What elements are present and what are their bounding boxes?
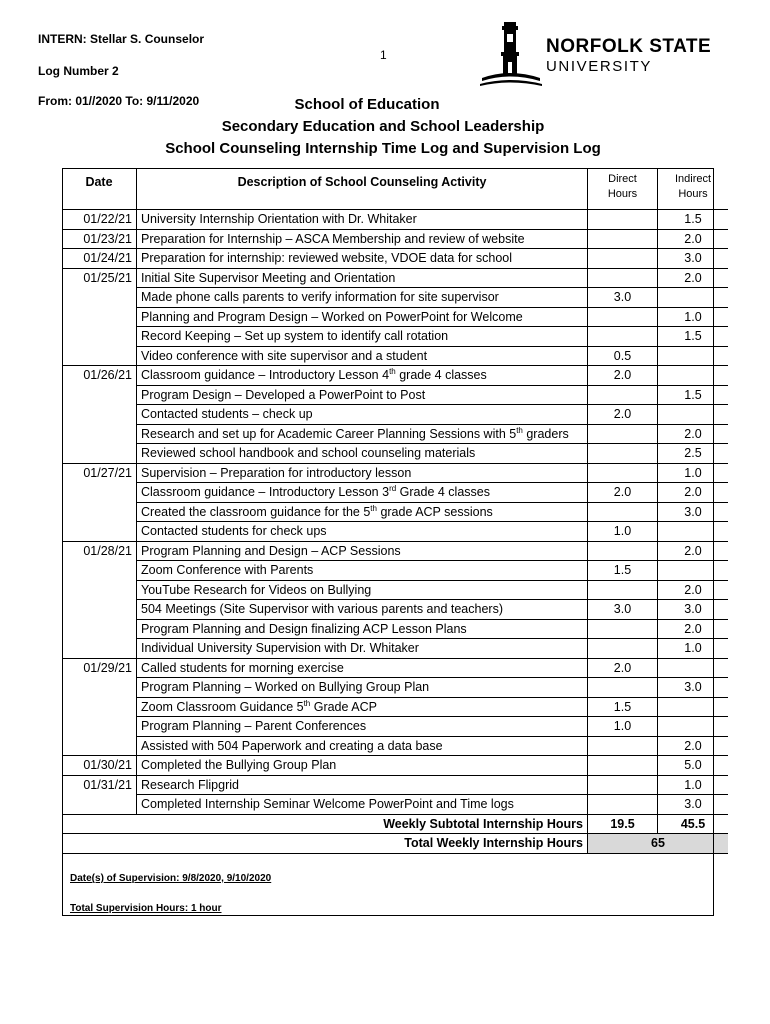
row-date: 01/26/21 <box>62 366 137 386</box>
row-direct-hours: 2.0 <box>588 483 658 503</box>
row-activity <box>137 366 588 386</box>
row-activity: Individual University Supervision with Dr. Whitaker <box>137 639 588 659</box>
row-direct-hours <box>588 268 658 288</box>
total-value: 65 <box>588 834 729 854</box>
table-row <box>62 658 728 678</box>
row-date: 01/22/21 <box>62 210 137 230</box>
row-activity <box>137 483 588 503</box>
row-direct-hours <box>588 775 658 795</box>
row-direct-hours <box>588 756 658 776</box>
row-activity: Preparation for Internship – ASCA Membership and review of website <box>137 229 588 249</box>
row-indirect-hours: 2.0 <box>658 736 729 756</box>
row-date: 01/29/21 <box>62 658 137 678</box>
log-number: Log Number 2 <box>38 64 119 78</box>
table-row <box>62 327 728 347</box>
row-date <box>62 502 137 522</box>
table-row <box>62 756 728 776</box>
row-indirect-hours <box>658 522 729 542</box>
ordinal-suffix: rd <box>389 483 397 493</box>
table-row <box>62 619 728 639</box>
row-date <box>62 327 137 347</box>
row-activity: Contacted students – check up <box>137 405 588 425</box>
table-row <box>62 717 728 737</box>
table-row <box>62 580 728 600</box>
activity-text-end: graders <box>522 426 569 441</box>
university-logo <box>478 20 733 88</box>
subtotal-label: Weekly Subtotal Internship Hours <box>62 814 588 834</box>
row-indirect-hours <box>658 366 729 386</box>
logo-line2: UNIVERSITY <box>546 58 653 75</box>
row-indirect-hours <box>658 405 729 425</box>
table-row <box>62 639 728 659</box>
row-activity: Zoom Conference with Parents <box>137 561 588 581</box>
subtotal-indirect: 45.5 <box>658 814 729 834</box>
row-direct-hours <box>588 424 658 444</box>
row-activity: Planning and Program Design – Worked on PowerPoint for Welcome <box>137 307 588 327</box>
row-date <box>62 619 137 639</box>
tower-icon <box>478 20 542 88</box>
row-date <box>62 600 137 620</box>
table-row <box>62 463 728 483</box>
direct-hours-header: Direct Hours <box>588 168 658 210</box>
intern-name: INTERN: Stellar S. Counselor <box>38 32 205 46</box>
activity-text-end: grade 4 classes <box>395 368 487 382</box>
row-indirect-hours: 3.0 <box>658 502 729 522</box>
row-date <box>62 736 137 756</box>
row-direct-hours <box>588 444 658 464</box>
row-direct-hours <box>588 619 658 639</box>
table-row <box>62 346 728 366</box>
row-date: 01/25/21 <box>62 268 137 288</box>
row-direct-hours <box>588 795 658 815</box>
row-activity: Record Keeping – Set up system to identify call rotation <box>137 327 588 347</box>
supervision-dates: Date(s) of Supervision: 9/8/2020, 9/10/2020 <box>70 873 272 884</box>
row-indirect-hours: 2.0 <box>658 229 729 249</box>
row-direct-hours <box>588 502 658 522</box>
table-row <box>62 522 728 542</box>
row-direct-hours <box>588 307 658 327</box>
indirect-hours-header: Indirect Hours <box>658 168 729 210</box>
row-indirect-hours <box>658 717 729 737</box>
row-date <box>62 697 137 717</box>
row-direct-hours <box>588 736 658 756</box>
row-activity <box>137 502 588 522</box>
page-number: 1 <box>380 48 387 62</box>
row-indirect-hours: 2.0 <box>658 619 729 639</box>
row-date <box>62 580 137 600</box>
activity-text: Created the classroom guidance for the 5 <box>141 504 371 519</box>
table-row <box>62 795 728 815</box>
row-date <box>62 717 137 737</box>
logo-line1: NORFOLK STATE <box>546 36 712 57</box>
row-activity: Program Design – Developed a PowerPoint to Post <box>137 385 588 405</box>
subtotal-direct: 19.5 <box>588 814 658 834</box>
table-row <box>62 775 728 795</box>
row-direct-hours: 3.0 <box>588 288 658 308</box>
row-activity <box>137 697 588 717</box>
row-date <box>62 795 137 815</box>
row-indirect-hours: 2.0 <box>658 541 729 561</box>
table-row <box>62 405 728 425</box>
row-indirect-hours: 1.5 <box>658 385 729 405</box>
row-date <box>62 405 137 425</box>
row-indirect-hours <box>658 658 729 678</box>
time-log-table <box>62 168 728 854</box>
row-direct-hours: 2.0 <box>588 366 658 386</box>
table-row <box>62 736 728 756</box>
row-date: 01/28/21 <box>62 541 137 561</box>
table-row <box>62 229 728 249</box>
row-indirect-hours: 1.0 <box>658 463 729 483</box>
row-indirect-hours: 3.0 <box>658 795 729 815</box>
row-activity: Research Flipgrid <box>137 775 588 795</box>
table-row <box>62 210 728 230</box>
ordinal-suffix: th <box>516 425 523 435</box>
total-label: Total Weekly Internship Hours <box>62 834 588 854</box>
row-indirect-hours: 1.5 <box>658 210 729 230</box>
table-row <box>62 288 728 308</box>
row-date: 01/23/21 <box>62 229 137 249</box>
table-row <box>62 307 728 327</box>
row-direct-hours: 3.0 <box>588 600 658 620</box>
row-activity: Program Planning – Parent Conferences <box>137 717 588 737</box>
row-indirect-hours: 3.0 <box>658 249 729 269</box>
row-indirect-hours <box>658 288 729 308</box>
supervision-hours: Total Supervision Hours: 1 hour <box>70 903 222 914</box>
row-activity: 504 Meetings (Site Supervisor with various parents and teachers) <box>137 600 588 620</box>
row-indirect-hours: 1.0 <box>658 639 729 659</box>
row-activity: Initial Site Supervisor Meeting and Orientation <box>137 268 588 288</box>
row-indirect-hours: 2.0 <box>658 483 729 503</box>
row-direct-hours: 1.0 <box>588 522 658 542</box>
row-direct-hours <box>588 229 658 249</box>
row-date <box>62 522 137 542</box>
row-activity: Completed Internship Seminar Welcome PowerPoint and Time logs <box>137 795 588 815</box>
row-indirect-hours: 2.0 <box>658 424 729 444</box>
row-indirect-hours: 5.0 <box>658 756 729 776</box>
row-activity: Supervision – Preparation for introductory lesson <box>137 463 588 483</box>
row-direct-hours <box>588 580 658 600</box>
row-indirect-hours: 1.0 <box>658 775 729 795</box>
row-activity: Program Planning and Design – ACP Sessions <box>137 541 588 561</box>
table-row <box>62 385 728 405</box>
row-date <box>62 639 137 659</box>
row-indirect-hours: 3.0 <box>658 678 729 698</box>
row-indirect-hours: 1.5 <box>658 327 729 347</box>
activity-text-end: Grade ACP <box>310 699 377 714</box>
table-row <box>62 444 728 464</box>
row-direct-hours <box>588 678 658 698</box>
activity-text-end: Grade 4 classes <box>396 485 490 499</box>
table-row <box>62 502 728 522</box>
ordinal-suffix: th <box>370 503 377 513</box>
subtotal-row <box>62 814 728 834</box>
row-date: 01/24/21 <box>62 249 137 269</box>
row-indirect-hours <box>658 346 729 366</box>
school-title: School of Education <box>294 96 440 113</box>
activity-text: Research and set up for Academic Career Planning Sessions with 5 <box>141 426 517 441</box>
row-indirect-hours: 2.5 <box>658 444 729 464</box>
table-row <box>62 600 728 620</box>
row-activity: Completed the Bullying Group Plan <box>137 756 588 776</box>
row-activity: Contacted students for check ups <box>137 522 588 542</box>
table-row <box>62 249 728 269</box>
row-direct-hours <box>588 385 658 405</box>
activity-text: Zoom Classroom Guidance 5 <box>141 699 304 714</box>
row-direct-hours: 1.5 <box>588 561 658 581</box>
table-row <box>62 561 728 581</box>
document-title: School Counseling Internship Time Log and Supervision Log <box>165 140 601 157</box>
row-activity <box>137 424 588 444</box>
row-date <box>62 483 137 503</box>
row-direct-hours <box>588 541 658 561</box>
table-row <box>62 678 728 698</box>
log-body <box>62 210 728 815</box>
row-date <box>62 561 137 581</box>
row-date <box>62 288 137 308</box>
row-direct-hours <box>588 327 658 347</box>
row-activity: Called students for morning exercise <box>137 658 588 678</box>
row-date: 01/27/21 <box>62 463 137 483</box>
table-row <box>62 697 728 717</box>
row-date <box>62 444 137 464</box>
row-activity: Program Planning – Worked on Bullying Group Plan <box>137 678 588 698</box>
row-direct-hours: 1.0 <box>588 717 658 737</box>
row-activity: University Internship Orientation with Dr. Whitaker <box>137 210 588 230</box>
activity-text: Classroom guidance – Introductory Lesson 3 <box>141 485 390 499</box>
row-date <box>62 424 137 444</box>
table-row <box>62 424 728 444</box>
row-activity: Program Planning and Design finalizing ACP Lesson Plans <box>137 619 588 639</box>
row-activity: Video conference with site supervisor and a student <box>137 346 588 366</box>
row-activity: YouTube Research for Videos on Bullying <box>137 580 588 600</box>
row-direct-hours <box>588 639 658 659</box>
table-row <box>62 268 728 288</box>
row-activity: Assisted with 504 Paperwork and creating a data base <box>137 736 588 756</box>
row-indirect-hours: 3.0 <box>658 600 729 620</box>
activity-header: Description of School Counseling Activity <box>137 168 588 210</box>
row-activity: Preparation for internship: reviewed website, VDOE data for school <box>137 249 588 269</box>
ordinal-suffix: th <box>389 366 396 376</box>
row-direct-hours: 2.0 <box>588 658 658 678</box>
row-indirect-hours: 2.0 <box>658 580 729 600</box>
ordinal-suffix: th <box>303 698 311 708</box>
date-header: Date <box>62 168 137 210</box>
row-direct-hours: 0.5 <box>588 346 658 366</box>
row-direct-hours: 2.0 <box>588 405 658 425</box>
activity-text-end: grade ACP sessions <box>376 504 493 519</box>
row-date <box>62 385 137 405</box>
row-direct-hours <box>588 210 658 230</box>
table-row <box>62 366 728 386</box>
table-row <box>62 541 728 561</box>
row-date: 01/31/21 <box>62 775 137 795</box>
date-range: From: 01//2020 To: 9/11/2020 <box>38 94 200 108</box>
row-date <box>62 307 137 327</box>
row-indirect-hours: 1.0 <box>658 307 729 327</box>
row-direct-hours <box>588 463 658 483</box>
row-date: 01/30/21 <box>62 756 137 776</box>
row-direct-hours <box>588 249 658 269</box>
row-activity: Reviewed school handbook and school counseling materials <box>137 444 588 464</box>
row-indirect-hours: 2.0 <box>658 268 729 288</box>
row-indirect-hours <box>658 697 729 717</box>
total-row <box>62 834 728 854</box>
row-date <box>62 346 137 366</box>
row-indirect-hours <box>658 561 729 581</box>
row-direct-hours: 1.5 <box>588 697 658 717</box>
activity-text: Classroom guidance – Introductory Lesson 4 <box>141 368 390 382</box>
row-date <box>62 678 137 698</box>
department-title: Secondary Education and School Leadership <box>221 118 545 135</box>
table-row <box>62 483 728 503</box>
row-activity: Made phone calls parents to verify information for site supervisor <box>137 288 588 308</box>
